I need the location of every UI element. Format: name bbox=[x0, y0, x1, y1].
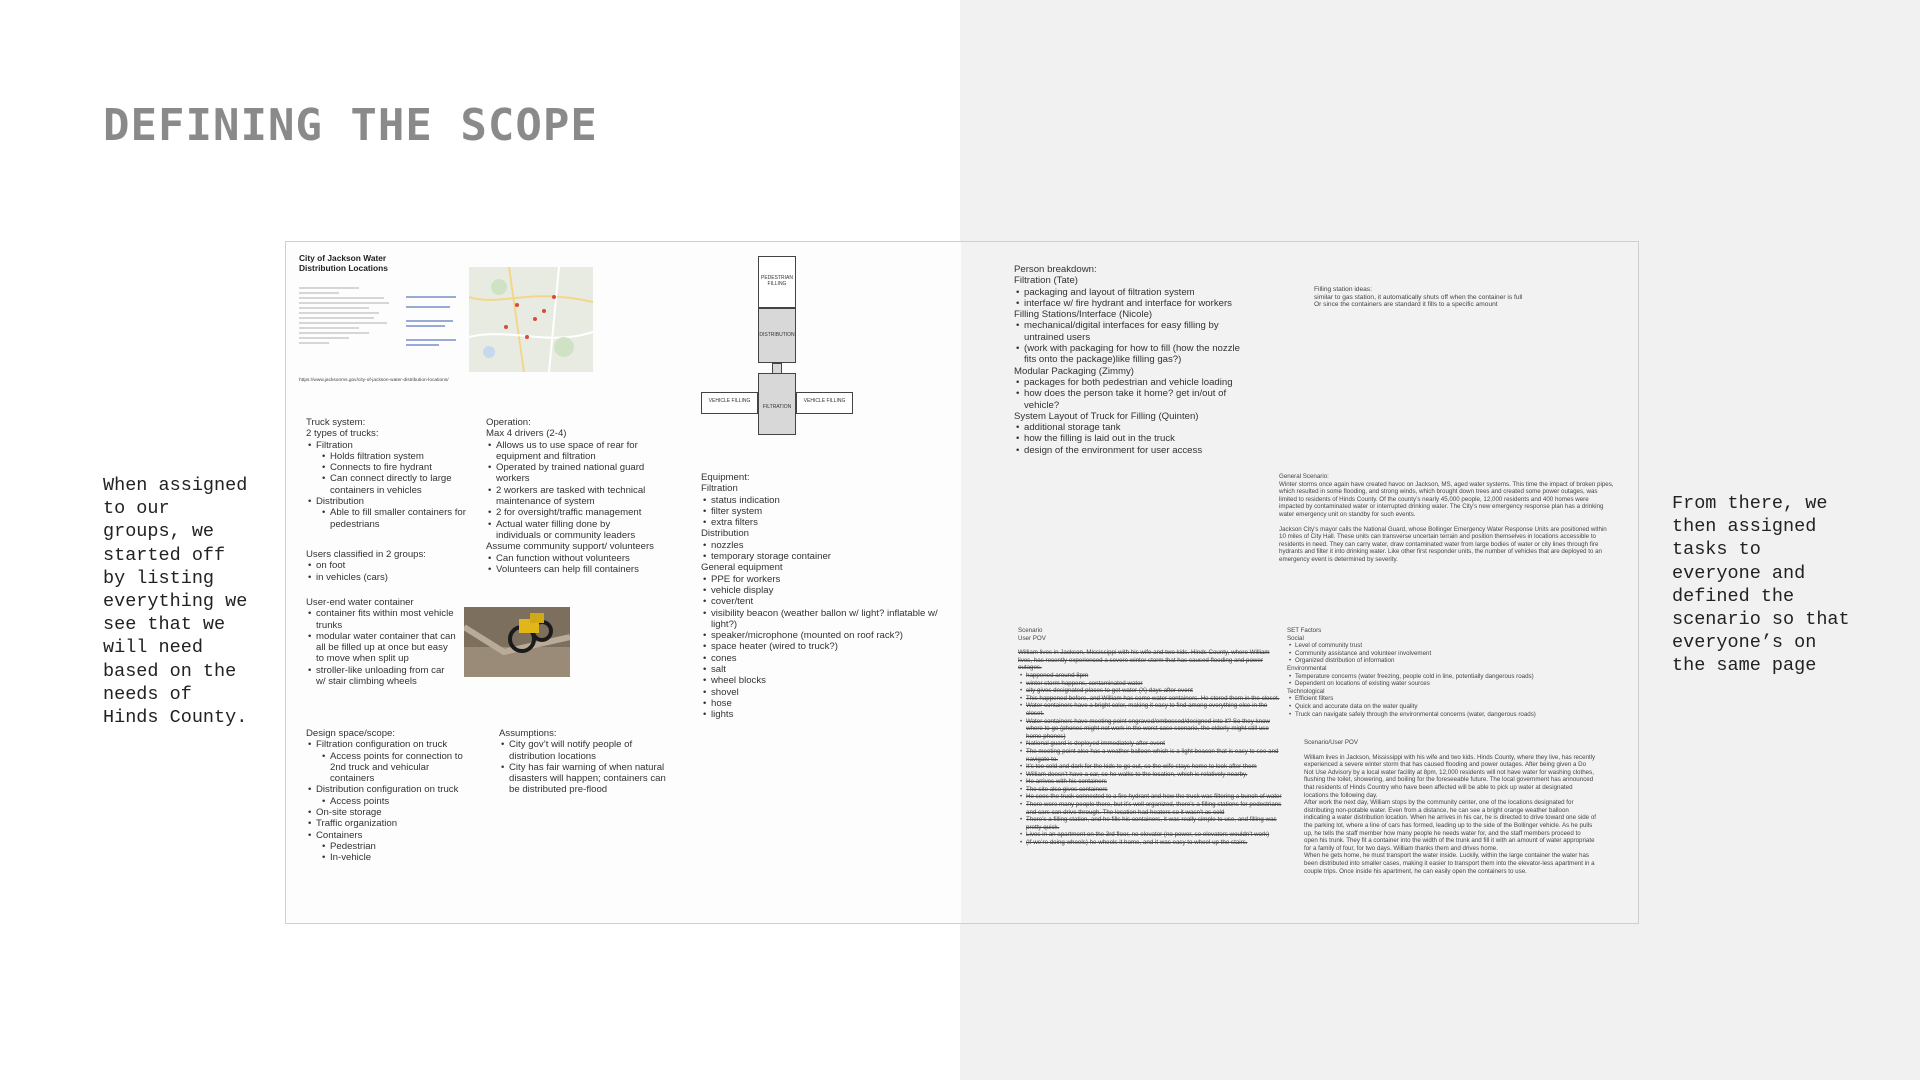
equipment-item: • PPE for workers bbox=[711, 574, 941, 585]
distribution-box: DISTRIBUTION bbox=[758, 308, 796, 363]
equipment-item: • visibility beacon (weather ballon w/ light? inflatable w/ light?) bbox=[711, 608, 941, 631]
person-item: • how does the person take it home? get in/out of vehicle? bbox=[1024, 388, 1249, 411]
container-heading: User-end water container bbox=[306, 597, 414, 608]
draft-scenario-item: • Water containers have meeting point engraved/embossed/designed into it? So they know where to go (phones might not work in the worst case scenario, the elderly might still use home phones) bbox=[1026, 718, 1283, 741]
design-item: • Traffic organization bbox=[316, 818, 476, 829]
page-title: DEFINING THE SCOPE bbox=[103, 100, 598, 151]
filling-ideas-note bbox=[1314, 286, 1564, 309]
general-scenario-paragraph: Winter storms once again have created havoc on Jackson, MS, aged water systems. This time the impact of broken pipes, which resulted in some flooding, and strong winds, which brought down trees and created some power outages, was limited to residents of Hinds County. Of the county’s nearly 45,000 people, 12,000 residents and 400 homes were impacted by contaminated water or interrupted drinking water. The City’s new emergency response plan has a drinking water emergency unit on standby for such events. bbox=[1279, 480, 1614, 518]
design-scope-note bbox=[306, 728, 476, 864]
doc-title: City of Jackson Water Distribution Locations bbox=[299, 253, 388, 273]
draft-scenario-item: • city gives designated places to get water (X) days after event bbox=[1026, 687, 1283, 695]
design-heading: Design space/scope: bbox=[306, 728, 396, 739]
support-item: • Can function without volunteers bbox=[496, 553, 656, 564]
design-subitem: • Access points bbox=[330, 796, 476, 807]
person-item: • additional storage tank bbox=[1024, 422, 1249, 433]
set-factors-item: • Temperature concerns (water freezing, people cold in line, potentially dangerous roads) bbox=[1295, 673, 1617, 681]
draft-scenario-intro: William lives in Jackson, Mississippi with his wife and two kids. Hinds County, where William lives, has recently experienced a severe winter storm that has caused flooding and power outages. bbox=[1018, 649, 1270, 672]
equipment-item: • cover/tent bbox=[711, 596, 941, 607]
assumptions-item: • City has fair warning of when natural disasters will happen; containers can be distributed pre-flood bbox=[509, 762, 674, 796]
general-scenario-heading: General Scenario: bbox=[1279, 473, 1329, 480]
design-item: • Distribution configuration on truck • Access points bbox=[316, 784, 476, 807]
doc-text-lines bbox=[299, 287, 399, 344]
container-note bbox=[306, 597, 456, 687]
design-subitem: • Pedestrian bbox=[330, 841, 476, 852]
design-item: • On-site storage bbox=[316, 807, 476, 818]
equipment-item: • nozzles bbox=[711, 540, 941, 551]
design-item: • Containers • Pedestrian • In-vehicle bbox=[316, 830, 476, 864]
draft-scenario-item: • William doesn’t have a car, so he walks to the location, which is relatively nearby. bbox=[1026, 771, 1283, 779]
container-item: • modular water container that can all be filled up at once but easy to move when split up bbox=[316, 631, 456, 665]
person-heading: Person breakdown: bbox=[1014, 264, 1097, 275]
draft-scenario-item: • happened around 8pm bbox=[1026, 672, 1283, 680]
draft-scenario-heading: Scenario bbox=[1018, 627, 1043, 634]
filtration-box: FILTRATION bbox=[758, 373, 796, 435]
assumptions-item: • City gov’t will notify people of distribution locations bbox=[509, 739, 674, 762]
doc-side-lines bbox=[406, 288, 461, 349]
person-group-label: Modular Packaging (Zimmy) bbox=[1014, 365, 1134, 377]
users-note bbox=[306, 549, 466, 583]
truck-subitem: • Able to fill smaller containers for pedestrians bbox=[330, 507, 466, 530]
truck-subheading: 2 types of trucks: bbox=[306, 428, 379, 440]
draft-scenario-subheading: User POV bbox=[1018, 634, 1046, 642]
draft-scenario-note bbox=[1018, 627, 1283, 847]
equipment-item: • wheel blocks bbox=[711, 675, 941, 686]
person-group-label: Filling Stations/Interface (Nicole) bbox=[1014, 309, 1153, 321]
set-factors-group: Environmental bbox=[1287, 664, 1327, 672]
equipment-item: • speaker/microphone (mounted on roof rack?) bbox=[711, 630, 941, 641]
operation-item: • 2 for oversight/traffic management bbox=[496, 507, 656, 518]
draft-scenario-item: • He arrives with his containers bbox=[1026, 778, 1283, 786]
truck-item: • Distribution • Able to fill smaller containers for pedestrians bbox=[316, 496, 466, 530]
set-factors-item: • Dependent on locations of existing water sources bbox=[1295, 680, 1617, 688]
support-heading: Assume community support/ volunteers bbox=[486, 541, 654, 553]
design-subitem: • Access points for connection to 2nd truck and vehicular containers bbox=[330, 751, 476, 785]
user-pov-paragraph: After work the next day, William stops by the community center, one of the locations designated for distributing non-potable water. Even from a distance, he can see a bright orange weather balloon indicating a water distribution location. When he arrives in his car, he is directed to drive toward one side of the parking lot, where a line of cars has formed, leading up to the side of the Bollinger vehicle. As he pulls up, he tells the staff member how many people he needs water for, and the staff members proceed to open his trunk. They fit a container into the width of the trunk and fill it with an amount of water appropriate for a family of four, for two days. William thanks them and drives home. bbox=[1304, 799, 1596, 852]
person-item: • interface w/ fire hydrant and interface for workers bbox=[1024, 298, 1249, 309]
equipment-item: • temporary storage container bbox=[711, 551, 941, 562]
doc-url[interactable]: https://www.jacksonms.gov/city-of-jackson-water-distribution-locations/ bbox=[299, 378, 449, 383]
left-caption: When assigned to our groups, we started off by listing everything we see that we will need based on the needs of Hinds County. bbox=[103, 475, 248, 729]
draft-scenario-item: • There’s a filling station, and he fills his containers, it was really simple to use, and filling was pretty quick. bbox=[1026, 816, 1283, 831]
equipment-general-label: General equipment bbox=[701, 562, 783, 574]
equipment-item: • hose bbox=[711, 698, 941, 709]
truck-system-note bbox=[306, 417, 466, 530]
design-item: • Filtration configuration on truck • Access points for connection to 2nd truck and vehicular containers bbox=[316, 739, 476, 784]
filling-ideas-line: similar to gas station, it automatically shuts off when the container is full bbox=[1314, 293, 1523, 301]
person-item: • design of the environment for user access bbox=[1024, 445, 1249, 456]
equipment-item: • shovel bbox=[711, 687, 941, 698]
set-factors-group: Technological bbox=[1287, 687, 1325, 695]
set-factors-item: • Organized distribution of information bbox=[1295, 657, 1617, 665]
right-caption: From there, we then assigned tasks to everyone and defined the scenario so that everyone’s on the same page bbox=[1672, 493, 1850, 677]
equipment-heading: Equipment: bbox=[701, 472, 750, 483]
users-item: • on foot bbox=[316, 560, 466, 571]
container-item: • container fits within most vehicle trunks bbox=[316, 608, 456, 631]
person-item: • packaging and layout of filtration system bbox=[1024, 287, 1249, 298]
design-subitem: • In-vehicle bbox=[330, 852, 476, 863]
equipment-distribution-label: Distribution bbox=[701, 528, 749, 540]
assumptions-heading: Assumptions: bbox=[499, 728, 557, 739]
set-factors-item: • Quick and accurate data on the water quality bbox=[1295, 703, 1617, 711]
equipment-item: • status indication bbox=[711, 495, 941, 506]
draft-scenario-item: • (If we’re doing wheels) he wheels it home, and it was easy to wheel up the stairs. bbox=[1026, 839, 1283, 847]
doc-thumbnail bbox=[299, 254, 469, 384]
truck-layout-diagram bbox=[701, 256, 891, 446]
set-factors-group: Social bbox=[1287, 634, 1304, 642]
equipment-note bbox=[701, 472, 941, 721]
users-heading: Users classified in 2 groups: bbox=[306, 549, 426, 560]
person-breakdown-note bbox=[1014, 264, 1249, 456]
draft-scenario-item: • It’s too cold and dark for the kids to go out, so the wife stays home to look after them bbox=[1026, 763, 1283, 771]
container-item: • stroller-like unloading from car w/ stair climbing wheels bbox=[316, 665, 456, 688]
map-graphic bbox=[469, 267, 593, 372]
general-scenario-note bbox=[1279, 473, 1614, 564]
stroller-photo-graphic bbox=[464, 607, 570, 677]
person-item: • packages for both pedestrian and vehicle loading bbox=[1024, 377, 1249, 388]
set-factors-item: • Level of community trust bbox=[1295, 642, 1617, 650]
assumptions-note bbox=[499, 728, 674, 796]
map-thumbnail bbox=[469, 267, 593, 372]
draft-scenario-item: • Water containers have a bright color, making it easy to find among everything else in the closet. bbox=[1026, 702, 1283, 717]
equipment-item: • salt bbox=[711, 664, 941, 675]
equipment-item: • space heater (wired to truck?) bbox=[711, 641, 941, 652]
draft-scenario-item: • He sees the truck connected to a fire hydrant and how the truck was filtering a bunch of water bbox=[1026, 793, 1283, 801]
operation-item: • Actual water filling done by individuals or community leaders bbox=[496, 519, 656, 542]
draft-scenario-item: • There were many people there, but it’s well organized, there’s a filling stations for pedestrians and cars can drive through. The location had heaters so it wasn’t as cold bbox=[1026, 801, 1283, 816]
set-factors-item: • Community assistance and volunteer involvement bbox=[1295, 650, 1617, 658]
equipment-item: • filter system bbox=[711, 506, 941, 517]
users-item: • in vehicles (cars) bbox=[316, 572, 466, 583]
operation-item: • Allows us to use space of rear for equipment and filtration bbox=[496, 440, 656, 463]
filling-ideas-line: Or since the containers are standard it fills to a specific amount bbox=[1314, 301, 1498, 309]
person-item: • mechanical/digital interfaces for easy filling by untrained users bbox=[1024, 320, 1249, 343]
person-item: • (work with packaging for how to fill (how the nozzle fits onto the package)like filling gas?) bbox=[1024, 343, 1249, 366]
filling-ideas-heading: Filling station ideas: bbox=[1314, 286, 1372, 293]
equipment-item: • cones bbox=[711, 653, 941, 664]
draft-scenario-item: • winter storm happens, contaminated water bbox=[1026, 680, 1283, 688]
support-item: • Volunteers can help fill containers bbox=[496, 564, 656, 575]
general-scenario-paragraph: Jackson City’s mayor calls the National Guard, whose Bollinger Emergency Water Response Units are positioned within 10 miles of City Hall. These units can transverse uncertain terrain and position themselves in locations accessible to residents in need. They can carry water, draw contaminated water from large bodies of water or city lines through fire hydrants and filter it into drinking water. Like other first responder units, the number of vehicles that are deployed to an emergency event is determined by severity. bbox=[1279, 525, 1607, 563]
draft-scenario-item: • The site also gives containers bbox=[1026, 786, 1283, 794]
stroller-photo bbox=[464, 607, 570, 677]
pedestrian-filling-box: PEDESTRIAN FILLING bbox=[758, 256, 796, 308]
truck-item: • Filtration • Holds filtration system • Connects to fire hydrant • Can connect directly to large containers in vehicles bbox=[316, 440, 466, 496]
person-group-label: Filtration (Tate) bbox=[1014, 275, 1078, 287]
user-pov-paragraph: William lives in Jackson, Mississippi with his wife and two kids. Hinds County, where they live, has recently experienced a severe winter storm that has caused flooding and power outages. After being given a Do Not Use Advisory by a local water facility at 8pm, 12,000 residents will not have water for washing clothes, flushing the toilet, showering, and boiling for the foreseeable future. The local government has announced that residents of Hinds Country who have been affected will be able to pick up water at designated locations the following day. bbox=[1304, 753, 1596, 799]
draft-scenario-item: • National guard is deployed immediately after event bbox=[1026, 740, 1283, 748]
person-group-label: System Layout of Truck for Filling (Quinten) bbox=[1014, 410, 1199, 422]
truck-subitem: • Connects to fire hydrant bbox=[330, 462, 466, 473]
draft-scenario-item: • Lives in an apartment on the 3rd floor, no elevator (no power, so elevators wouldn’t work) bbox=[1026, 831, 1283, 839]
operation-subheading: Max 4 drivers (2-4) bbox=[486, 428, 567, 440]
vehicle-filling-left-box: VEHICLE FILLING bbox=[701, 392, 758, 414]
set-factors-note bbox=[1287, 627, 1617, 718]
operation-item: • 2 workers are tasked with technical maintenance of system bbox=[496, 485, 656, 508]
set-factors-item: • Truck can navigate safely through the environmental concerns (water, dangerous roads) bbox=[1295, 711, 1617, 719]
operation-note bbox=[486, 417, 656, 575]
set-factors-heading: SET Factors bbox=[1287, 627, 1322, 634]
truck-heading: Truck system: bbox=[306, 417, 366, 428]
user-pov-paragraph: When he gets home, he must transport the water inside. Luckily, within the large container the water has been distributed into smaller cases, making it easier to transport them into the elevator-less apartment in a couple trips. Once inside his apartment, he can easily open the containers to use. bbox=[1304, 852, 1595, 875]
draft-scenario-item: • This happened before, and William has some water containers. He stored them in the closet. bbox=[1026, 695, 1283, 703]
set-factors-item: • Efficient filters bbox=[1295, 695, 1617, 703]
operation-heading: Operation: bbox=[486, 417, 531, 428]
operation-item: • Operated by trained national guard workers bbox=[496, 462, 656, 485]
equipment-item: • lights bbox=[711, 709, 941, 720]
user-pov-heading: Scenario/User POV bbox=[1304, 739, 1358, 746]
draft-scenario-item: • The meeting point also has a weather balloon which is a light beacon that is easy to see and navigate to. bbox=[1026, 748, 1283, 763]
equipment-item: • extra filters bbox=[711, 517, 941, 528]
vehicle-filling-right-box: VEHICLE FILLING bbox=[796, 392, 853, 414]
user-pov-note bbox=[1304, 739, 1596, 875]
planning-board bbox=[285, 241, 1639, 924]
equipment-filtration-label: Filtration bbox=[701, 483, 738, 495]
equipment-item: • vehicle display bbox=[711, 585, 941, 596]
person-item: • how the filling is laid out in the truck bbox=[1024, 433, 1249, 444]
truck-subitem: • Holds filtration system bbox=[330, 451, 466, 462]
truck-subitem: • Can connect directly to large containers in vehicles bbox=[330, 473, 466, 496]
